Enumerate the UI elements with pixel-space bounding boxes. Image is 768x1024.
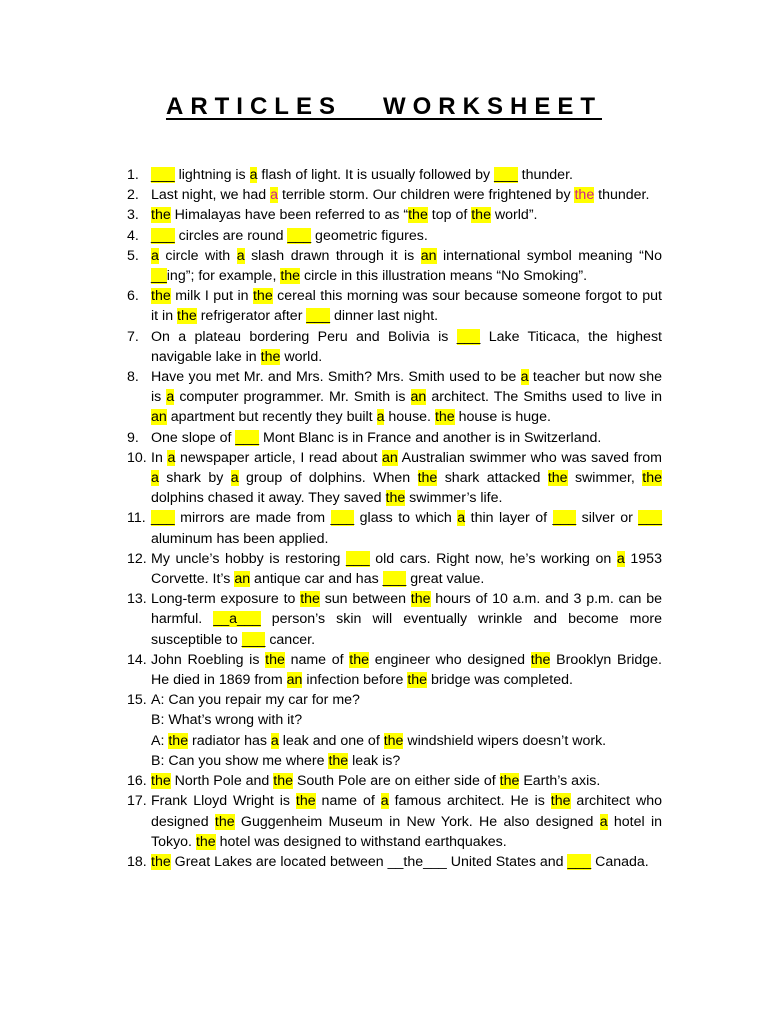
question-text: Himalayas have been referred to as “: [170, 207, 409, 224]
question-item: [127, 791, 666, 852]
answer-highlight: the: [383, 732, 404, 749]
question-text: Canada.: [591, 853, 649, 870]
answer-highlight: the: [530, 651, 551, 668]
question-text: computer programmer. Mr. Smith is: [174, 389, 411, 406]
answer-highlight: a: [230, 470, 239, 487]
answer-highlight: the: [574, 187, 595, 204]
answer-highlight: a: [376, 409, 385, 426]
question-item: [127, 852, 662, 872]
question-number: 18.: [127, 853, 147, 870]
question-number: 4.: [127, 227, 139, 244]
answer-highlight: the: [471, 207, 491, 224]
answer-highlight: the: [417, 470, 438, 487]
question-text: house is huge.: [454, 409, 551, 426]
question-text: Earth’s axis.: [519, 773, 601, 790]
question-text: In: [151, 449, 168, 466]
question-text: sun between: [319, 591, 411, 608]
question-text: teacher but now she is: [151, 369, 666, 406]
worksheet-title: [0, 92, 768, 122]
question-item: [127, 205, 662, 225]
answer-highlight: a: [236, 247, 245, 264]
question-text: world”.: [490, 207, 538, 224]
question-text: thin layer of: [465, 510, 553, 527]
question-text: Great Lakes are located between __the___ United States and: [170, 853, 568, 870]
question-text: house.: [384, 409, 435, 426]
answer-highlight: the: [550, 793, 571, 810]
question-text: antique car and has: [250, 571, 383, 588]
question-text: person’s skin will eventually wrinkle and become more susceptible to: [151, 611, 666, 648]
question-text: silver or: [576, 510, 639, 527]
question-text: My uncle’s hobby is restoring: [151, 550, 346, 567]
question-text: A: Can you repair my car for me?: [151, 692, 360, 709]
question-text: circle with: [158, 247, 237, 264]
question-number: 7.: [127, 328, 139, 345]
question-text: Guggenheim Museum in New York. He also designed: [234, 813, 600, 830]
question-text: architect who designed: [151, 793, 666, 830]
answer-highlight: ___: [151, 167, 175, 183]
answer-highlight: a: [270, 187, 278, 204]
question-number: 3.: [127, 207, 139, 224]
dialogue-line: [151, 690, 662, 710]
answer-highlight: ___: [382, 571, 407, 588]
question-text: Frank Lloyd Wright is: [151, 793, 296, 810]
question-text: hours of 10 a.m. and 3 p.m. can be harmful.: [151, 591, 666, 628]
answer-highlight: ___: [638, 510, 663, 527]
question-text: mirrors are made from: [174, 510, 331, 527]
question-number: 10.: [127, 449, 147, 466]
answer-highlight: __a___: [213, 611, 261, 628]
question-number: 15.: [127, 692, 147, 709]
question-text: John Roebling is: [151, 651, 266, 668]
question-text: On a plateau bordering Peru and Bolivia is: [151, 328, 457, 345]
answer-highlight: ___: [456, 328, 481, 345]
question-text: radiator has: [188, 732, 271, 749]
question-text: architect. The Smiths used to live in: [426, 389, 666, 406]
answer-highlight: the: [295, 793, 316, 810]
dialogue-line: [151, 751, 662, 771]
answer-highlight: a: [599, 813, 608, 830]
question-text: Australian swimmer who was saved from: [397, 449, 666, 466]
question-item: [127, 650, 666, 690]
answer-highlight: the: [151, 288, 171, 305]
question-text: shark attacked: [437, 470, 548, 487]
question-number: 12.: [127, 550, 147, 567]
answer-highlight: the: [410, 591, 431, 608]
answer-highlight: the: [499, 773, 520, 790]
answer-highlight: an: [151, 409, 167, 426]
question-text: international symbol meaning “No: [436, 247, 666, 264]
answer-highlight: an: [382, 449, 398, 466]
question-number: 14.: [127, 651, 147, 668]
question-text: infection before: [302, 672, 408, 689]
question-text: thunder.: [517, 167, 573, 183]
answer-highlight: the: [407, 672, 428, 689]
question-text: Have you met Mr. and Mrs. Smith? Mrs. Smith used to be: [151, 369, 521, 386]
question-number: 2.: [127, 187, 139, 204]
question-text: 1953 Corvette. It’s: [151, 550, 666, 588]
question-text: famous architect. He is: [388, 793, 551, 810]
question-text: windshield wipers doesn’t work.: [403, 732, 607, 749]
question-text: North Pole and: [170, 773, 274, 790]
question-text: aluminum has been applied.: [151, 510, 666, 547]
question-text: apartment but recently they built: [166, 409, 377, 426]
question-item: [127, 226, 662, 246]
question-item: [127, 327, 666, 367]
answer-highlight: a: [520, 369, 529, 386]
question-item: [127, 448, 666, 509]
question-text: bridge was completed.: [427, 672, 573, 689]
answer-highlight: ___: [151, 510, 175, 527]
question-number: 16.: [127, 773, 147, 790]
question-text: Brooklyn Bridge. He died in 1869 from: [151, 651, 666, 689]
answer-highlight: ___: [306, 308, 331, 325]
question-text: leak is?: [348, 752, 401, 769]
question-text: slash drawn through it is: [244, 247, 421, 264]
answer-highlight: a: [616, 550, 625, 567]
question-text: milk I put in: [170, 288, 253, 305]
question-text: dolphins chased it away. They saved: [151, 470, 666, 507]
question-text: dinner last night.: [330, 308, 439, 325]
question-item: [127, 771, 662, 791]
question-text: B: What’s wrong with it?: [151, 712, 303, 729]
answer-highlight: a: [380, 793, 389, 810]
answer-highlight: the: [642, 470, 662, 487]
question-item: [127, 589, 666, 650]
question-text: newspaper article, I read about: [175, 449, 383, 466]
question-number: 13.: [127, 591, 147, 608]
question-text: thunder.: [594, 187, 650, 204]
answer-highlight: ___: [494, 167, 518, 183]
answer-highlight: a: [457, 510, 466, 527]
dialogue-line: [151, 710, 662, 730]
answer-highlight: ___: [552, 510, 577, 527]
question-text: swimmer’s life.: [405, 490, 503, 507]
answer-highlight: an: [286, 672, 303, 689]
answer-highlight: the: [273, 773, 293, 790]
question-text: ing”; for example,: [166, 268, 281, 285]
question-number: 11.: [127, 510, 146, 527]
question-number: 1.: [127, 167, 139, 183]
answer-highlight: the: [385, 490, 406, 507]
answer-highlight: ___: [345, 550, 370, 567]
question-text: glass to which: [354, 510, 458, 527]
question-text: cancer.: [265, 631, 316, 648]
answer-highlight: ___: [241, 631, 266, 648]
question-text: group of dolphins. When: [238, 470, 418, 487]
question-text: engineer who designed: [369, 651, 531, 668]
question-text: circles are round: [174, 227, 288, 244]
answer-highlight: the: [434, 409, 455, 426]
answer-highlight: the: [252, 288, 273, 305]
answer-highlight: an: [410, 389, 427, 406]
answer-highlight: the: [214, 813, 235, 830]
question-item: [127, 549, 666, 589]
question-item: [127, 367, 666, 428]
question-text: terrible storm. Our children were frightened by: [278, 187, 575, 204]
question-text: shark by: [158, 470, 231, 487]
question-text: top of: [427, 207, 472, 224]
answer-highlight: a: [166, 389, 175, 406]
answer-highlight: the: [265, 651, 285, 668]
question-text: South Pole are on either side of: [293, 773, 500, 790]
answer-highlight: a: [167, 449, 176, 466]
question-text: Mont Blanc is in France and another is in Switzerland.: [259, 429, 602, 446]
answer-highlight: the: [195, 833, 216, 850]
answer-highlight: ___: [330, 510, 355, 527]
answer-highlight: a: [151, 247, 159, 264]
answer-highlight: the: [280, 268, 301, 285]
answer-highlight: an: [420, 247, 437, 264]
dialogue-line: [151, 731, 662, 751]
answer-highlight: the: [408, 207, 428, 224]
question-text: flash of light. It is usually followed by: [257, 167, 495, 183]
question-text: name of: [315, 793, 381, 810]
question-item: [127, 246, 666, 286]
question-text: Long-term exposure to: [151, 591, 301, 608]
answer-highlight: __: [151, 268, 167, 285]
question-item: [127, 508, 666, 548]
answer-highlight: a: [249, 167, 258, 183]
question-text: world.: [280, 348, 323, 365]
answer-highlight: an: [234, 571, 251, 588]
question-text: Lake Titicaca, the highest navigable lake in: [151, 328, 666, 365]
answer-highlight: the: [177, 308, 197, 325]
question-number: 5.: [127, 247, 139, 264]
question-item: [127, 428, 662, 448]
question-text: cereal this morning was sour because someone forgot to put it in: [151, 288, 666, 325]
answer-highlight: the: [300, 591, 320, 608]
worksheet-title-text: ARTICLES WORKSHEET: [165, 93, 602, 120]
question-text: A:: [151, 732, 169, 749]
question-text: geometric figures.: [311, 227, 428, 244]
question-text: hotel was designed to withstand earthquakes.: [215, 833, 507, 850]
question-text: swimmer,: [567, 470, 643, 487]
answer-highlight: the: [151, 853, 171, 870]
question-list: [127, 165, 666, 872]
question-number: 6.: [127, 288, 139, 305]
question-item: [127, 690, 662, 771]
question-text: circle in this illustration means “No Smoking”.: [300, 268, 588, 285]
answer-highlight: ___: [567, 853, 592, 870]
question-text: One slope of: [151, 429, 236, 446]
answer-highlight: the: [168, 732, 189, 749]
question-text: great value.: [406, 571, 485, 588]
answer-highlight: ___: [151, 227, 175, 244]
question-item: [127, 286, 666, 326]
answer-highlight: the: [151, 207, 171, 224]
answer-highlight: ___: [287, 227, 312, 244]
answer-highlight: the: [260, 348, 281, 365]
answer-highlight: the: [349, 651, 370, 668]
answer-highlight: ___: [235, 429, 260, 446]
question-number: 9.: [127, 429, 139, 446]
answer-highlight: a: [270, 732, 279, 749]
question-text: name of: [284, 651, 350, 668]
question-item: [127, 165, 662, 185]
question-text: refrigerator after: [196, 308, 307, 325]
question-text: Last night, we had: [151, 187, 271, 204]
answer-highlight: the: [328, 752, 349, 769]
question-text: hotel in Tokyo.: [151, 813, 666, 850]
answer-highlight: the: [151, 773, 171, 790]
question-number: 8.: [127, 369, 139, 386]
question-text: lightning is: [174, 167, 250, 183]
question-text: old cars. Right now, he’s working on: [369, 550, 617, 567]
question-text: B: Can you show me where: [151, 752, 329, 769]
answer-highlight: the: [547, 470, 568, 487]
question-number: 17.: [127, 793, 147, 810]
question-text: leak and one of: [278, 732, 384, 749]
answer-highlight: a: [151, 470, 159, 487]
question-item: [127, 185, 662, 205]
